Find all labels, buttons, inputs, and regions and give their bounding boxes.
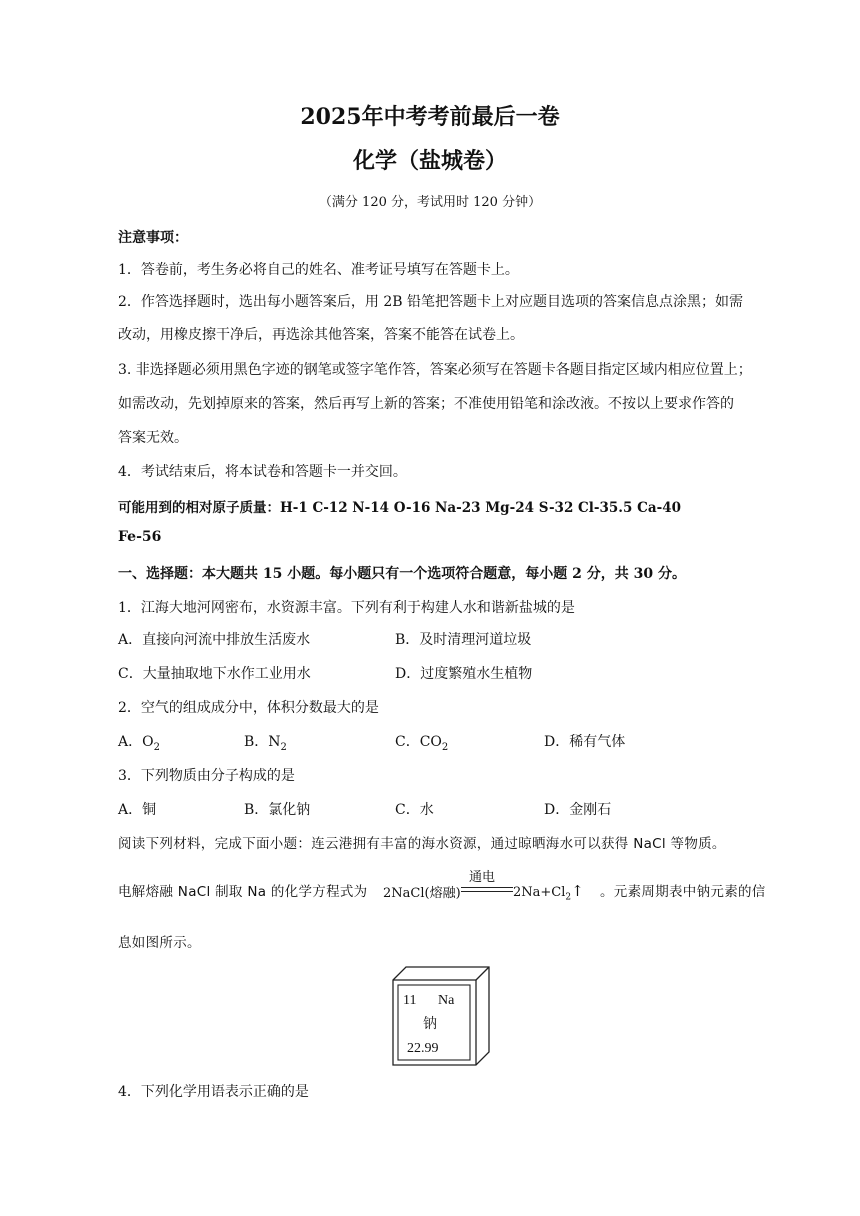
question-2-option-a: A．$O_2$ — [118, 734, 160, 753]
notice-heading: 注意事项： — [118, 230, 188, 246]
question-3-option-d: D．金刚石 — [544, 802, 612, 818]
element-number: 11 — [403, 993, 417, 1008]
notice-item-1: 1．答卷前，考生务必将自己的姓名、准考证号填写在答题卡上。 — [118, 262, 519, 278]
question-2-stem: 2．空气的组成成分中，体积分数最大的是 — [118, 700, 379, 716]
notice-item-3-line-3: 答案无效。 — [118, 430, 188, 446]
question-1-stem: 1．江海大地河网密布，水资源丰富。下列有利于构建人水和谐新盐城的是 — [118, 600, 575, 616]
reading-line-3: 息如图所示。 — [118, 935, 201, 951]
reading-line-2-after: 。元素周期表中钠元素的信 — [600, 884, 766, 900]
notice-item-2-line-2: 改动，用橡皮擦干净后，再选涂其他答案，答案不能答在试卷上。 — [118, 327, 524, 343]
question-3-option-a: A．铜 — [118, 802, 157, 818]
question-3-stem: 3．下列物质由分子构成的是 — [118, 768, 295, 784]
sodium-element-card — [392, 966, 490, 1066]
reading-line-2-before: 电解熔融 NaCl 制取 Na 的化学方程式为 — [118, 884, 368, 900]
question-3-option-c: C．水 — [395, 802, 434, 818]
question-1-option-a: A．直接向河流中排放生活废水 — [118, 632, 311, 648]
element-cube-outline — [392, 966, 490, 1066]
section-heading: 一、选择题：本大题共 15 小题。每小题只有一个选项符合题意，每小题 2 分，共 30 分。 — [118, 566, 686, 582]
atomic-mass-line-1: 可能用到的相对原子质量：H-1 C-12 N-14 O-16 Na-23 Mg-24 S-32 Cl-35.5 Ca-40 — [118, 500, 681, 516]
question-2-option-d: D．稀有气体 — [544, 734, 626, 750]
question-1-option-b: B．及时清理河道垃圾 — [395, 632, 532, 648]
question-3-option-b: B．氯化钠 — [244, 802, 311, 818]
question-2-option-c: C．$CO_2$ — [395, 734, 449, 753]
equation-product: $2Na+Cl_2↑$ — [513, 882, 584, 903]
element-mass: 22.99 — [407, 1041, 439, 1056]
reading-line-1: 阅读下列材料，完成下面小题：连云港拥有丰富的海水资源，通过晾晒海水可以获得 NaCl 等物质。 — [118, 836, 726, 852]
notice-item-3-line-1: 3. 非选择题必须用黑色字迹的钢笔或签字笔作答，答案必须写在答题卡各题目指定区域内相应位置上； — [118, 362, 752, 378]
exam-title: 2025年中考考前最后一卷 — [300, 104, 560, 130]
notice-item-2-line-1: 2．作答选择题时，选出每小题答案后，用 2B 铅笔把答题卡上对应题目选项的答案信息点涂黑；如需 — [118, 294, 744, 310]
notice-item-3-line-2: 如需改动，先划掉原来的答案，然后再写上新的答案；不准使用铅笔和涂改液。不按以上要求作答的 — [118, 396, 734, 412]
chemical-equation — [383, 866, 598, 906]
equation-condition: 通电 — [469, 870, 496, 885]
question-1-option-c: C．大量抽取地下水作工业用水 — [118, 666, 311, 682]
question-1-option-d: D．过度繁殖水生植物 — [395, 666, 533, 682]
equation-reactant: 2NaCl(熔融) — [383, 886, 461, 901]
notice-item-4: 4．考试结束后，将本试卷和答题卡一并交回。 — [118, 464, 407, 480]
question-2-option-b: B．$N_2$ — [244, 734, 287, 753]
atomic-mass-line-2: Fe-56 — [118, 529, 162, 545]
equation-equals-bottom — [461, 891, 513, 892]
element-name: 钠 — [423, 1016, 437, 1032]
exam-subject: 化学（盐城卷） — [352, 148, 507, 174]
question-4-stem: 4．下列化学用语表示正确的是 — [118, 1084, 309, 1100]
element-symbol: Na — [438, 993, 455, 1008]
equation-equals-top — [461, 887, 513, 888]
exam-meta: （满分 120 分，考试用时 120 分钟） — [318, 195, 542, 210]
